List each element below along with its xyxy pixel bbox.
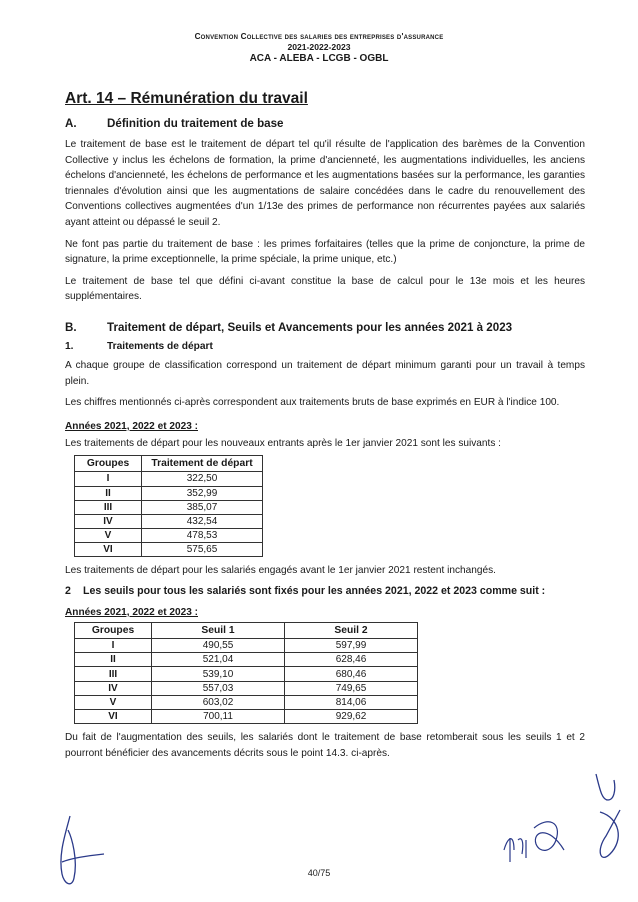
- value-cell: 352,99: [142, 486, 263, 500]
- column-header-seuil-2: Seuil 2: [285, 623, 418, 639]
- table-row: [75, 653, 418, 667]
- table-row: [75, 486, 263, 500]
- starting-salary-note: Les traitements de départ pour les salariés engagés avant le 1er janvier 2021 restent inchangés.: [65, 565, 496, 577]
- table-row: [75, 639, 418, 653]
- seuil-2-cell: 929,62: [285, 709, 418, 723]
- table-row: [75, 529, 263, 543]
- seuil-2-cell: 597,99: [285, 639, 418, 653]
- group-cell: V: [75, 529, 142, 543]
- column-header-seuil-1: Seuil 1: [152, 623, 285, 639]
- table-row: [75, 543, 263, 557]
- section-a-paragraph: Ne font pas partie du traitement de base : les primes forfaitaires (telles que la prime de conjoncture, la prime de signature, la prime exceptionnelle, la prime spéciale, la prime unique, etc.): [65, 238, 585, 266]
- seuil-1-cell: 521,04: [152, 653, 285, 667]
- table-row: [75, 472, 263, 486]
- group-cell: VI: [75, 709, 152, 723]
- signature-mark-far-right: [590, 770, 630, 870]
- starting-salary-table: [74, 455, 263, 557]
- value-cell: 322,50: [142, 472, 263, 486]
- section-b-label: B.: [65, 320, 77, 334]
- subsection-1-label: 1.: [65, 340, 74, 352]
- column-header-groupes: Groupes: [75, 623, 152, 639]
- table-row: [75, 667, 418, 681]
- signature-initials-right: [500, 810, 575, 870]
- years-heading-1: Années 2021, 2022 et 2023 :: [65, 420, 198, 432]
- group-cell: III: [75, 667, 152, 681]
- subsection-2-label: 2: [65, 585, 71, 598]
- section-a-label: A.: [65, 117, 77, 130]
- seuil-2-cell: 680,46: [285, 667, 418, 681]
- group-cell: IV: [75, 681, 152, 695]
- header-parties: ACA - ALEBA - LCGB - OGBL: [249, 53, 389, 64]
- header-convention-title: Convention Collective des salaries des entreprises d'assurance: [194, 32, 444, 41]
- thresholds-table: [74, 622, 418, 724]
- starting-salary-intro: Les traitements de départ pour les nouveaux entrants après le 1er janvier 2021 sont les suivants :: [65, 437, 501, 449]
- years-heading-2: Années 2021, 2022 et 2023 :: [65, 607, 198, 619]
- table-row: [75, 514, 263, 528]
- group-cell: IV: [75, 514, 142, 528]
- seuil-1-cell: 490,55: [152, 639, 285, 653]
- seuil-2-cell: 814,06: [285, 695, 418, 709]
- value-cell: 432,54: [142, 514, 263, 528]
- seuil-1-cell: 557,03: [152, 681, 285, 695]
- table-row: [75, 681, 418, 695]
- group-cell: II: [75, 486, 142, 500]
- table-row: [75, 695, 418, 709]
- thresholds-note: Du fait de l'augmentation des seuils, les salariés dont le traitement de base retomberait sous les seuils 1 et 2 pourront bénéficier des avancements décrits sous le point 14.3. ci-après.: [65, 732, 585, 759]
- group-cell: III: [75, 500, 142, 514]
- value-cell: 575,65: [142, 543, 263, 557]
- section-a-paragraph: Le traitement de base tel que défini ci-avant constitue la base de calcul pour le 13e mois et les heures supplémentaires.: [65, 275, 585, 303]
- seuil-2-cell: 749,65: [285, 681, 418, 695]
- subsection-1-heading: [65, 341, 585, 352]
- subsection-1-paragraph: Les chiffres mentionnés ci-après correspondent aux traitements bruts de base exprimés en EUR à l'indice 100.: [65, 397, 560, 409]
- column-header-groupes: Groupes: [75, 456, 142, 472]
- seuil-1-cell: 539,10: [152, 667, 285, 681]
- value-cell: 385,07: [142, 500, 263, 514]
- subsection-2-heading: [65, 585, 585, 597]
- page-content: [65, 90, 585, 767]
- value-cell: 478,53: [142, 529, 263, 543]
- table-row: [75, 500, 263, 514]
- table-row: [75, 709, 418, 723]
- section-a-paragraph: Le traitement de base est le traitement de départ tel qu'il résulte de l'application des barèmes de la Convention Collective y inclus les échelons de formation, la prime d'ancienneté, les augmentations individuelles, les anciens échelons d'ancienneté, les échelons de performance et les augmentations basées sur la performance, les garanties triennales d'évolution ainsi que les augmentations de salaire concédées dans le cadre du renouvellement des Conventions collectives augmentées d'un 1/13e des primes de performance non récurrentes payées aux salariés ayant atteint ou dépassé le seuil 2.: [65, 139, 585, 228]
- section-b-heading: [65, 321, 585, 334]
- subsection-1-paragraph: A chaque groupe de classification correspond un traitement de départ minimum garanti pour un travail à temps plein.: [65, 359, 585, 387]
- subsection-1-title: Traitements de départ: [107, 340, 213, 352]
- column-header-traitement: Traitement de départ: [142, 456, 263, 472]
- seuil-2-cell: 628,46: [285, 653, 418, 667]
- section-a-heading: [65, 117, 585, 130]
- signature-initial-left: [48, 812, 110, 894]
- subsection-2-title: Les seuils pour tous les salariés sont fixés pour les années 2021, 2022 et 2023 comme suit :: [83, 585, 546, 598]
- group-cell: I: [75, 639, 152, 653]
- group-cell: V: [75, 695, 152, 709]
- seuil-1-cell: 700,11: [152, 709, 285, 723]
- section-a-title: Définition du traitement de base: [107, 117, 284, 130]
- seuil-1-cell: 603,02: [152, 695, 285, 709]
- table-header-row: [75, 623, 418, 639]
- section-b-title: Traitement de départ, Seuils et Avancements pour les années 2021 à 2023: [107, 320, 513, 334]
- header-years: 2021-2022-2023: [287, 42, 351, 52]
- article-title: Art. 14 – Rémunération du travail: [65, 90, 308, 107]
- group-cell: VI: [75, 543, 142, 557]
- document-header: [0, 32, 638, 64]
- table-header-row: [75, 456, 263, 472]
- page-number: 40/75: [307, 868, 331, 878]
- group-cell: I: [75, 472, 142, 486]
- group-cell: II: [75, 653, 152, 667]
